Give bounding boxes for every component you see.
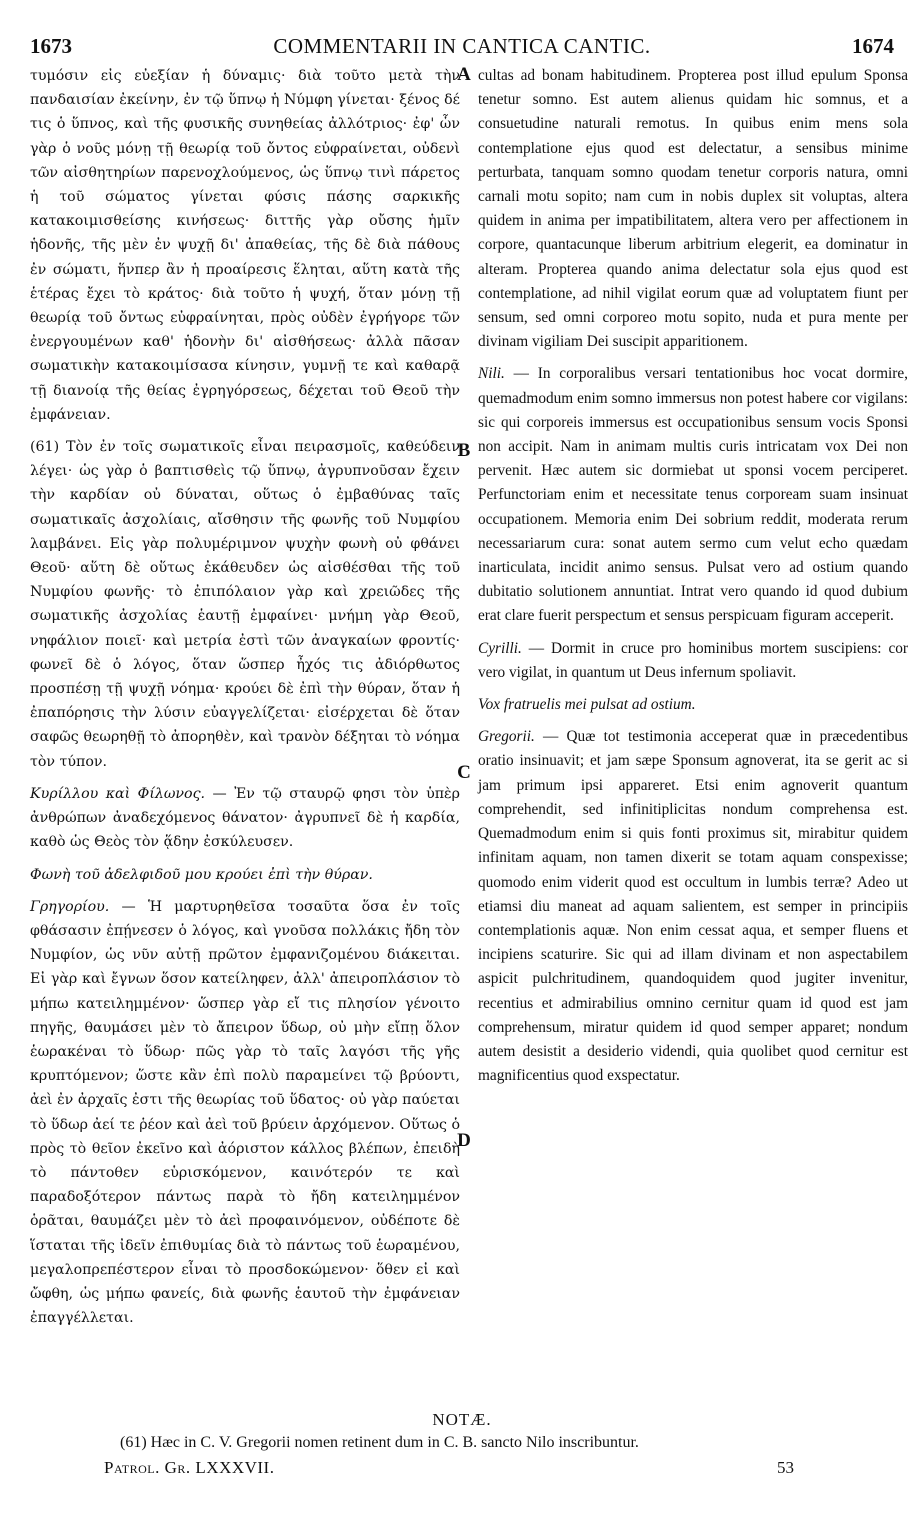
margin-marker-c: C [457,762,471,783]
greek-paragraph-2: (61) Τὸν ἐν τοῖς σωματικοῖς εἶναι πειρασμοῖς, καθεύδειν λέγει· ὡς γὰρ ὁ βαπτισθεὶς τῷ ὕπνῳ, ἀγρυπνοῦσαν ἔχειν τὴν καρδίαν οὐ δύναται, οὕτως ὁ ἐμβαθύνας ταῖς σωματικαῖς ἀσχολίαις, αἴσθησιν τῆς φωνῆς τοῦ Νυμφίου λαμβάνει. Εἰς γὰρ πολυμέριμνον ψυχὴν φωνὴ οὐ φθάνει Θεοῦ· αὕτη δὲ οὕτως ἐκάθευδεν ὡς αἰσθέσθαι τῆς τοῦ Νυμφίου φωνῆς· τὸ ἐπιπόλαιον γὰρ καὶ χρειῶδες τῆς σωματικῆς ἀσχολίας ἑαυτῇ ἐμφαίνει· μνήμη γὰρ Θεοῦ, νηφάλιον ποιεῖ· καὶ μετρία ἐστὶ τῶν ἀναγκαίων φροντίς· φωνεῖ δὲ ὁ λόγος, ὅταν ὥσπερ ἦχός τις ἀδιόρθωτος προσπέσῃ τῇ ψυχῇ νόημα· κρούει δὲ ἐπὶ τὴν θύραν, ὅταν ἡ ἐπαπόρησις τὴν λύσιν εὐαγγελίζεται· εἰσέρχεται δὲ ὅταν σαφῶς θεωρηθῇ τὸ ἀπορηθὲν, καὶ τρανὸν δέξηται τὸ νόημα τὸν τύπον. [30,439,460,770]
greek-column [30,64,460,1333]
greek-paragraph-3 [30,782,460,855]
signature-number: 53 [777,1458,794,1477]
latin-paragraph-3-text: — Dormit in cruce pro hominibus mortem suscipiens: cor vero vigilat, in quantum ut Deus infernum spoliavit. [478,639,908,681]
running-header [30,34,894,60]
greek-lemma: Φωνὴ τοῦ ἀδελφιδοῦ μου κρούει ἐπὶ τὴν θύραν. [30,866,373,883]
page-number-right: 1674 [852,34,894,58]
latin-paragraph-4 [478,725,908,1088]
greek-paragraph-4-text: — Ἡ μαρτυρηθεῖσα τοσαῦτα ὅσα ἐν τοῖς φθάσασιν ἐπῄνεσεν ὁ λόγος, καὶ γνοῦσα πολλάκις ἤδη τὸν Νυμφίον, ὡς νῦν αὐτῇ πρῶτον ἐμφανιζομένου διάκειται. Εἰ γὰρ καὶ ἔγνων ὅσον κατείληφεν, ἀλλ' ἀπειροπλάσιον τὸ μήπω κατειλημμένον· ὥσπερ γὰρ εἴ τις πλησίον γένοιτο πηγῆς, θαυμάσει μὲν τὸ ἄπειρον ὕδωρ, οὐ μὴν εἴπῃ ὅλον ἑωρακέναι τὸ ὕδωρ· πῶς γὰρ τὸ ταῖς λαγόσι τῆς γῆς κρυπτόμενον; ὥστε κἂν ἐπὶ πολὺ παραμείνει τῷ βρύοντι, ἀεὶ ἐν ἀρχαῖς ἐστι τῆς θεωρίας τοῦ ὕδατος· οὐ γὰρ παύεται τὸ ὕδωρ ἀεί τε ῥέον καὶ ἀεὶ τοῦ βρύειν ἀρχόμενον. Οὕτως ὁ πρὸς τὸ θεῖον ἐκεῖνο καὶ ἀόριστον κάλλος βλέπων, ἐπειδὴ τὸ πάντοθεν εὑρισκόμενον, καινότερόν τε καὶ παραδοξότερον πάντως παρὰ τὸ ἤδη κατειλημμένον ὁρᾶται, θαυμάζει μὲν τὸ ἀεὶ προφαινόμενον, οὐδέποτε δὲ ἵσταται τῆς ἰδεῖν ἐπιθυμίας διὰ τὸ πάντως τοῦ ἑωραμένου, μεγαλοπρεπέστερον εἶναι τὸ προσδοκώμενον· ὅθεν εἰ καὶ ὤφθη, ὡς μήπω φανείς, διὰ φωνῆς ἑαυτοῦ τὴν ἐμφάνειαν ἐπαγγέλλεται. [30,898,460,1327]
greek-paragraph-3-text: — Ἐν τῷ σταυρῷ φησι τὸν ὑπὲρ ἀνθρώπων ἀναδεχόμενος θάνατον· ἀγρυπνεῖ δὲ ἡ καρδία, καθὸ ὡς Θεὸς τὸν ᾅδην ἐσκύλευσεν. [30,785,460,851]
latin-paragraph-4-text: — Quæ tot testimonia acceperat quæ in præcedentibus oratio insinuavit; et jam sæpe Sponsum agnoverat, ita se gerit ac si jam primum ipsi appareret. Etsi enim agnoverit quantum comprehendit, sed infinitiplicitas nondum comprehensa est. Quemadmodum enim si quis fonti proximus sit, mirabitur quidem infinitam aquam, non tamen dixerit se totam aquam conspexisse; quomodo enim viderit quod est occultum in lumbis terræ? Adeo ut etiamsi diu maneat ad aquam salientem, est semper in principiis contemplationis aquæ. Non enim cessat aqua, et semper fluens et incipiens scaturire. Sic qui ad illam divinam et non aspectabilem aspicit pulchritudinem, quandoquidem quod jugiter invenitur, recentius et admirabilius omnino cernitur quam id quod est jam comprehensum, miratur quidem id quod semper apparet; nondum autem desistit a desiderio videndi, quia quolibet quod cernitur est magnificentius quod exspectatur. [478,728,908,1085]
latin-author-label: Cyrilli. [478,639,522,657]
margin-marker-d: D [457,1130,471,1151]
page-number-left: 1673 [30,34,72,58]
notes-section [30,1410,894,1482]
latin-paragraph-2-text: — In corporalibus versari tentationibus hoc vocat dormire, quemadmodum enim somno immersus non potest habere cor vigilans: sic qui corporeis immersus est occupationibus sensum vocis Sponsi non accipit. Nam in animam multis curis intricatam vox Dei non pervenit. Hæc autem sic dormiebat ut sponsi vocem perciperet. Perfunctoriam enim et necessitate tenus corpoream suam insinuat occupationem. Memoria enim Dei sobrium reddit, moderata rerum necessariarum cura: sonat autem sermo cum velut echo quædam inarticulata, incidit animo sensus. Pulsat vero ad ostium quando dubitatio solutionem annuntiat. Intrat vero quando id quod dubium erat clare fuerit perspectum et sensus perspicuam figuram acceperit. [478,365,908,625]
running-title: COMMENTARII IN CANTICA CANTIC. [273,34,651,58]
greek-paragraph-1: τυμόσιν εἰς εὐεξίαν ἡ δύναμις· διὰ τοῦτο μετὰ τὴν πανδαισίαν ἐκείνην, ἐν τῷ ὕπνῳ ἡ Νύμφη γίνεται· ξένος δέ τις ὁ ὕπνος, καὶ τῆς φυσικῆς συνηθείας ἀλλότριος· ἐφ' ὧν γὰρ ὁ νοῦς μόνῃ τῇ θεωρίᾳ τοῦ ὄντος εὐφραίνεται, οὐδενὶ τῶν αἰσθητηρίων παρενοχλούμενος, ὡς ὕπνῳ τινὶ πάρετος ἡ τοῦ σώματος γίνεται φύσις πάσης σαρκικῆς κατακοιμισθείσης κινήσεως· διττῆς γὰρ οὔσης ἡμῖν ἡδονῆς, τῆς μὲν ἐν ψυχῇ δι' ἀπαθείας, τῆς δὲ διὰ πάθους ἐν σώματι, ἥνπερ ἂν ἡ προαίρεσις ἕληται, αὕτη κατὰ τῆς ἑτέρας ἔχει τὸ κράτος· διὰ τοῦτο ἡ ψυχή, ὅταν μόνῃ τῇ θεωρίᾳ τοῦ ὄντως εὐφραίνηται, πρὸς οὐδὲν ἐγρήγορε τῶν ἐνεργουμένων καθ' ἡδονὴν δι' αἰσθήσεως· ἀλλὰ πᾶσαν σωματικὴν κατακοιμίσασα κίνησιν, γυμνῇ τε καὶ καθαρᾷ τῇ διανοίᾳ τῆς θείας ἐγρηγόρσεως, δέχεται τοῦ Θεοῦ τὴν ἐμφάνειαν. [30,68,460,423]
latin-column [478,64,908,1091]
latin-author-label: Nili. [478,365,505,383]
greek-author-label: Κυρίλλου καὶ Φίλωνος. [30,785,206,802]
latin-paragraph-3 [478,637,908,685]
page-footer [30,1458,894,1482]
greek-author-label: Γρηγορίου. [30,898,110,915]
notes-heading: NOTÆ. [432,1410,492,1429]
latin-paragraph-2 [478,362,908,628]
footnote-61: (61) Hæc in C. V. Gregorii nomen retinent dum in C. B. sancto Nilo inscribuntur. [120,1434,639,1451]
margin-marker-b: B [457,440,471,461]
latin-author-label: Gregorii. [478,728,535,746]
series-title: Patrol. Gr. LXXXVII. [104,1458,275,1477]
latin-paragraph-1: cultas ad bonam habitudinem. Propterea post illud epulum Sponsa tenetur somno. Est autem alienus quidam hic somnus, et a consuetudine naturali remotus. In quibus enim mens sola contemplatione ejus quod est delectatur, a sensibus minime perturbata, tanquam somno quodam tenetur corporis natura, omni carnali motu sopito; nam cum in nobis duplex sit voluptas, altera quidem in anima per impatibilitatem, altera vero per affectionem in corpore, quantacunque liberum arbitrium elegerit, ea dominatur in alteram. Propterea quando anima delectatur sola ejus quod est contemplatione, ad nihil vigilat eorum quæ ad voluptatem fiunt per sensum, sed omni corporeo motu sopito, nuda et pura mente per divinam vigiliam Dei suscipit apparitionem. [478,67,908,351]
margin-marker-a: A [457,64,471,85]
greek-paragraph-4 [30,895,460,1331]
latin-lemma: Vox fratruelis mei pulsat ad ostium. [478,696,696,714]
